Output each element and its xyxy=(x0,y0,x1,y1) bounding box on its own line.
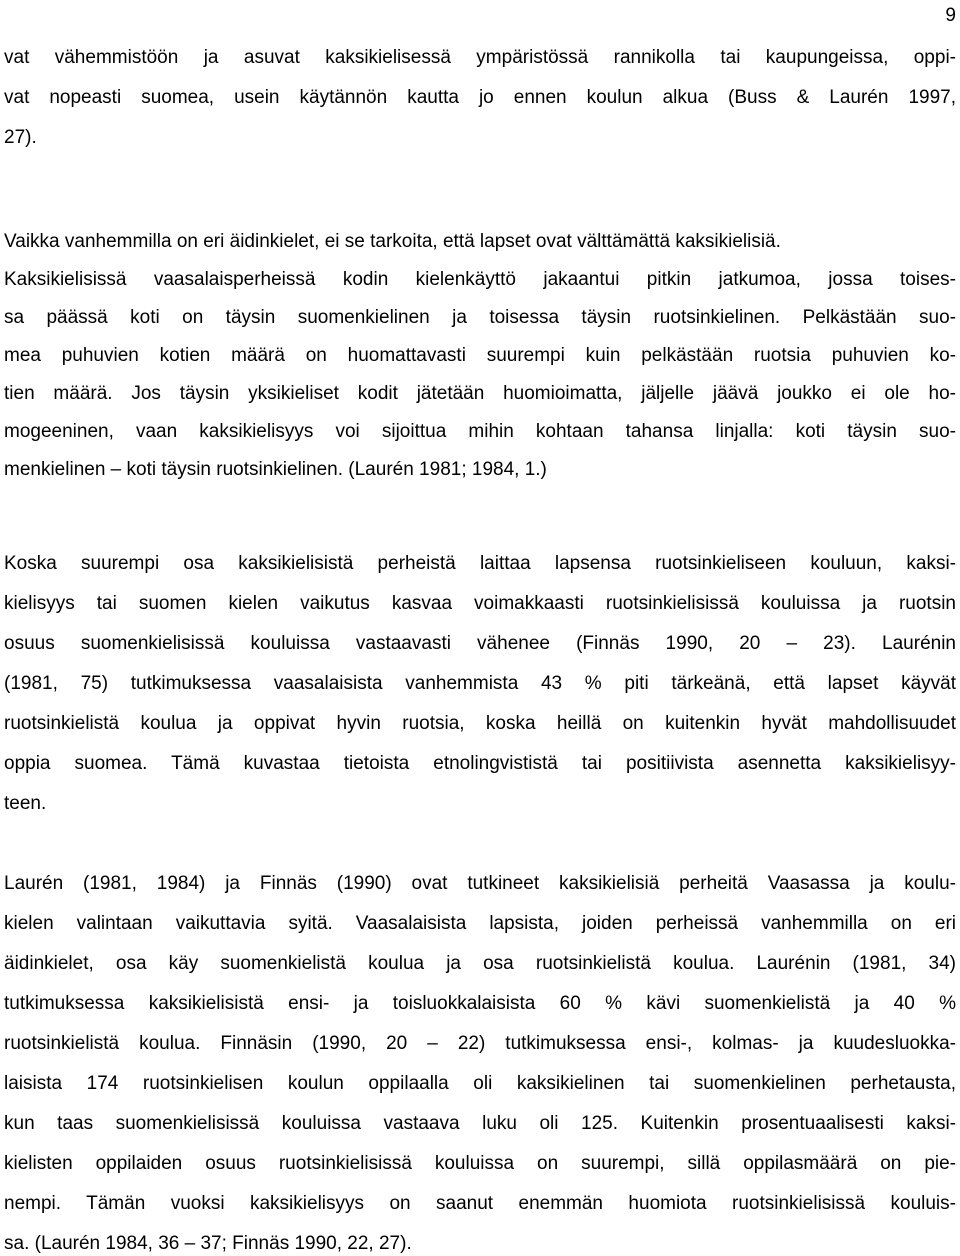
text-line: kun taas suomenkielisissä kouluissa vastaava luku oli 125. Kuitenkin prosentuaalisesti kaksi- xyxy=(4,1113,956,1134)
text-line: mogeeninen, vaan kaksikielisyys voi sijoittua mihin kohtaan tahansa linjalla: koti täysin suo- xyxy=(4,421,956,442)
text-line: nempi. Tämän vuoksi kaksikielisyys on saanut enemmän huomiota ruotsinkielisissä kouluis- xyxy=(4,1193,956,1214)
text-line: menkielinen – koti täysin ruotsinkielinen. (Laurén 1981; 1984, 1.) xyxy=(4,459,547,480)
text-line: Vaikka vanhemmilla on eri äidinkielet, ei se tarkoita, että lapset ovat välttämättä kaksikielisiä. xyxy=(4,231,781,252)
page-number: 9 xyxy=(945,5,956,26)
text-line: kielisyys tai suomen kielen vaikutus kasvaa voimakkaasti ruotsinkielisissä kouluissa ja ruotsin xyxy=(4,593,956,614)
text-line: Kaksikielisissä vaasalaisperheissä kodin kielenkäyttö jakaantui pitkin jatkumoa, jossa toises- xyxy=(4,269,956,290)
text-line: sa päässä koti on täysin suomenkielinen ja toisessa täysin ruotsinkielinen. Pelkästään suo- xyxy=(4,307,956,328)
text-line: 27). xyxy=(4,127,37,148)
text-line: kielen valintaan vaikuttavia syitä. Vaasalaisista lapsista, joiden perheissä vanhemmilla on eri xyxy=(4,913,956,934)
text-line: ruotsinkielistä koulua. Finnäsin (1990, 20 – 22) tutkimuksessa ensi-, kolmas- ja kuudesluokka- xyxy=(4,1033,956,1054)
text-line: laisista 174 ruotsinkielisen koulun oppilaalla oli kaksikielinen tai suomenkielinen perhetausta, xyxy=(4,1073,956,1094)
text-line: Koska suurempi osa kaksikielisistä perheistä laittaa lapsensa ruotsinkieliseen kouluun, kaksi- xyxy=(4,553,956,574)
text-line: sa. (Laurén 1984, 36 – 37; Finnäs 1990, 22, 27). xyxy=(4,1233,412,1254)
text-line: kielisten oppilaiden osuus ruotsinkielisissä kouluissa on suurempi, sillä oppilasmäärä on pie- xyxy=(4,1153,956,1174)
text-line: (1981, 75) tutkimuksessa vaasalaisista vanhemmista 43 % piti tärkeänä, että lapset käyvät xyxy=(4,673,956,694)
text-line: vat vähemmistöön ja asuvat kaksikielisessä ympäristössä rannikolla tai kaupungeissa, oppi- xyxy=(4,47,956,68)
text-line: tutkimuksessa kaksikielisistä ensi- ja toisluokkalaisista 60 % kävi suomenkielistä ja 40 % xyxy=(4,993,956,1014)
text-line: vat nopeasti suomea, usein käytännön kautta jo ennen koulun alkua (Buss & Laurén 1997, xyxy=(4,87,956,108)
text-line: ruotsinkielistä koulua ja oppivat hyvin ruotsia, koska heillä on kuitenkin hyvät mahdollisuudet xyxy=(4,713,956,734)
text-line: mea puhuvien kotien määrä on huomattavasti suurempi kuin pelkästään ruotsia puhuvien ko- xyxy=(4,345,956,366)
text-line: äidinkielet, osa käy suomenkielistä koulua ja osa ruotsinkielistä koulua. Laurénin (1981, 34) xyxy=(4,953,956,974)
text-line: oppia suomea. Tämä kuvastaa tietoista etnolingvististä tai positiivista asennetta kaksikielisyy- xyxy=(4,753,956,774)
text-line: Laurén (1981, 1984) ja Finnäs (1990) ovat tutkineet kaksikielisiä perheitä Vaasassa ja koulu- xyxy=(4,873,956,894)
text-line: teen. xyxy=(4,793,47,814)
text-line: osuus suomenkielisissä kouluissa vastaavasti vähenee (Finnäs 1990, 20 – 23). Laurénin xyxy=(4,633,956,654)
text-line: tien määrä. Jos täysin yksikieliset kodit jätetään huomioimatta, jäljelle jäävä joukko ei ole ho- xyxy=(4,383,956,404)
